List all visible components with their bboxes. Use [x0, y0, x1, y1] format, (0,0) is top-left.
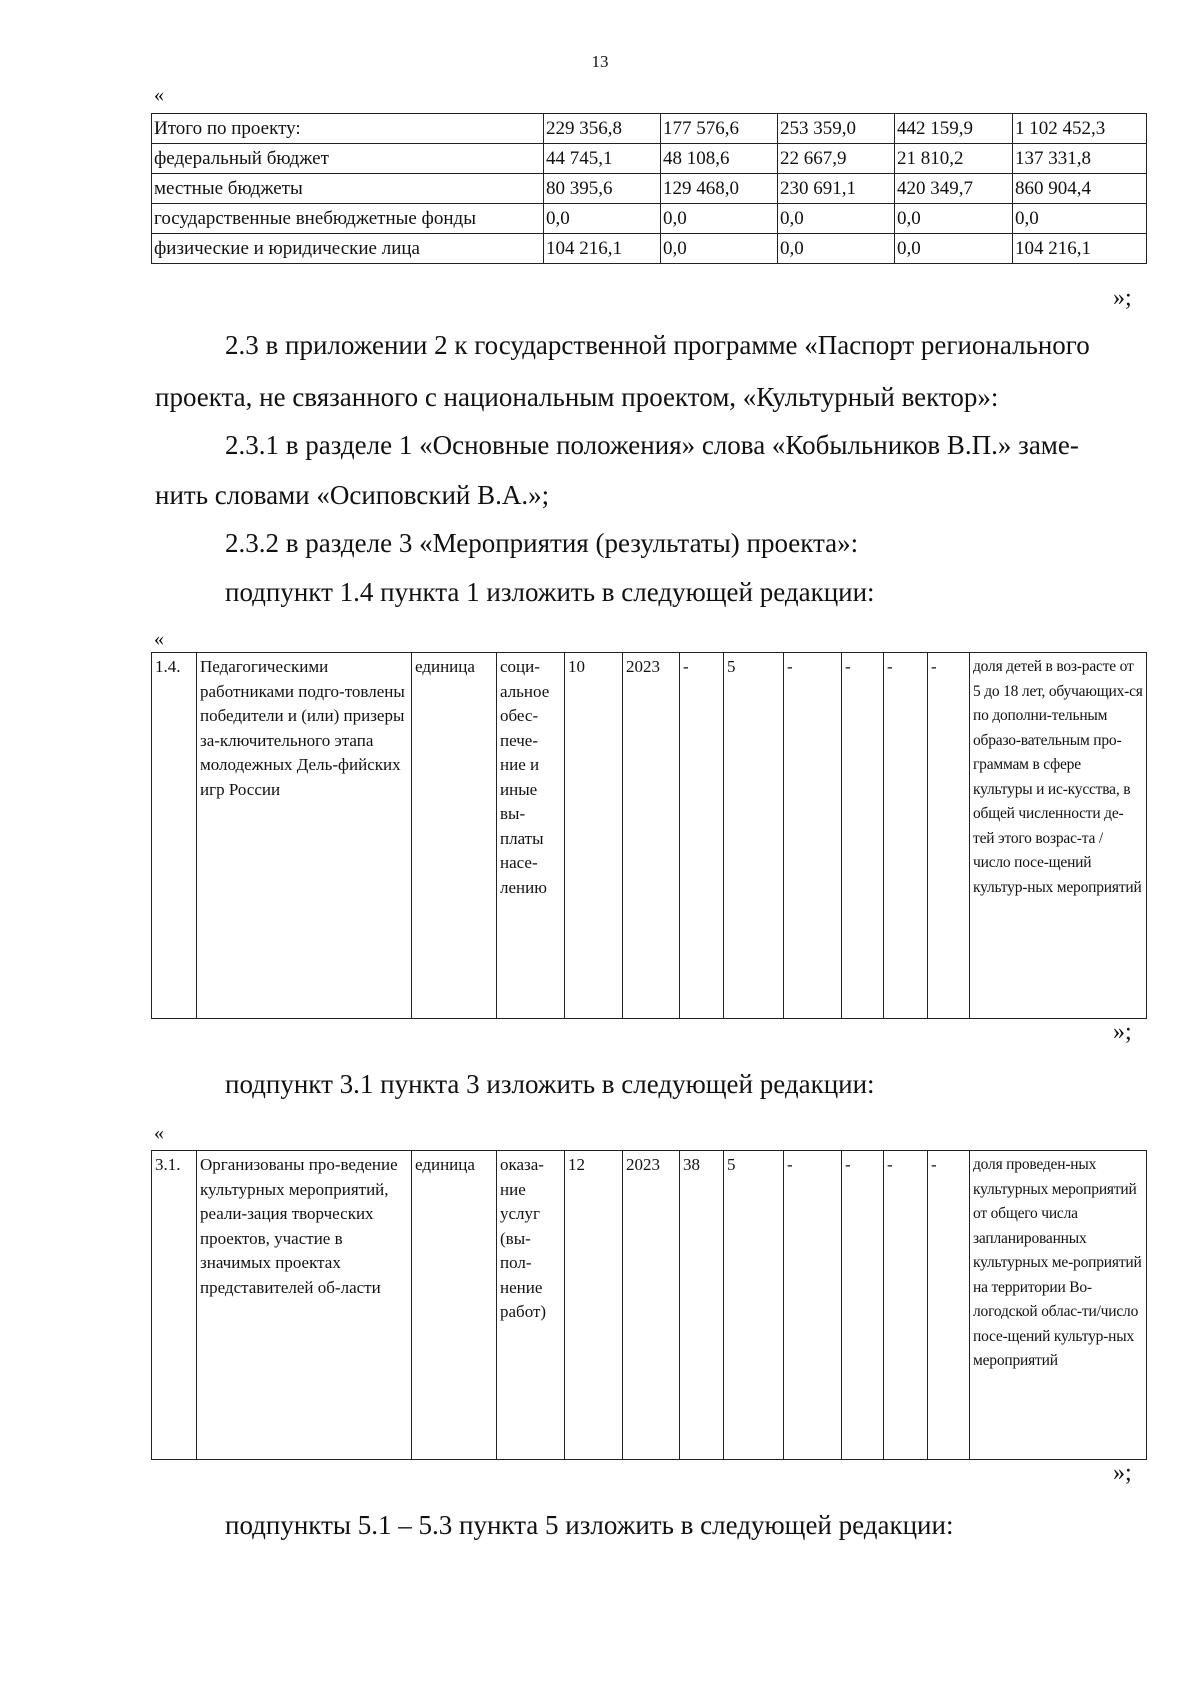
row-value: 104 216,1	[544, 234, 661, 264]
close-quote: »;	[1113, 285, 1132, 311]
row-value: 860 904,4	[1013, 174, 1147, 204]
cell-unit: единица	[412, 653, 497, 1019]
para-2-3-2: 2.3.2 в разделе 3 «Мероприятия (результаты) проекта»:	[225, 528, 859, 558]
row-value: 229 356,8	[544, 114, 661, 144]
table-row	[152, 653, 1147, 1019]
row-label: Итого по проекту:	[152, 114, 544, 144]
cell-c12: -	[928, 1151, 970, 1460]
table-row	[152, 1151, 1147, 1460]
row-value: 230 691,1	[778, 174, 895, 204]
measure-table-3-1	[151, 1150, 1147, 1460]
cell-unit: единица	[412, 1151, 497, 1460]
row-value: 0,0	[661, 204, 778, 234]
cell-name: Педагогическими работниками подго-товлены победители и (или) призеры за-ключительного этапа молодежных Дель-фийских игр России	[197, 653, 412, 1019]
para-2-3-1-line2: нить словами «Осиповский В.А.»;	[155, 480, 550, 510]
row-value: 21 810,2	[895, 144, 1013, 174]
close-quote: »;	[1113, 1019, 1132, 1045]
row-value: 48 108,6	[661, 144, 778, 174]
page-number: 13	[591, 52, 609, 71]
cell-c9: -	[784, 1151, 842, 1460]
cell-c11: -	[884, 653, 928, 1019]
row-value: 22 667,9	[778, 144, 895, 174]
cell-c8: 5	[724, 1151, 784, 1460]
para-sub-1-4: подпункт 1.4 пункта 1 изложить в следующей редакции:	[225, 577, 875, 607]
row-value: 80 395,6	[544, 174, 661, 204]
row-value: 0,0	[895, 204, 1013, 234]
row-label: государственные внебюджетные фонды	[152, 204, 544, 234]
para-2-3-line2: проекта, не связанного с национальным проектом, «Культурный вектор»:	[155, 382, 999, 412]
row-value: 1 102 452,3	[1013, 114, 1147, 144]
para-2-3-1-line1: 2.3.1 в разделе 1 «Основные положения» слова «Кобыльников В.П.» заме-	[225, 430, 1079, 460]
row-value: 442 159,9	[895, 114, 1013, 144]
table-row	[152, 114, 1147, 144]
table-row	[152, 174, 1147, 204]
row-value: 44 745,1	[544, 144, 661, 174]
cell-year: 2023	[623, 653, 680, 1019]
cell-type: оказа-ние услуг (вы-пол-нение работ)	[497, 1151, 565, 1460]
cell-indicator: доля детей в воз-расте от 5 до 18 лет, обучающих-ся по дополни-тельным образо-вательным про-граммам в сфере культуры и ис-кусства, в общей численности де-тей этого возрас-та / число посе-щений культур-ных мероприятий	[970, 653, 1147, 1019]
open-quote: «	[154, 84, 164, 106]
open-quote: «	[154, 1122, 164, 1144]
row-value: 0,0	[778, 204, 895, 234]
cell-c7: 38	[680, 1151, 724, 1460]
finance-table	[151, 113, 1147, 264]
para-2-3-line1: 2.3 в приложении 2 к государственной программе «Паспорт регионального	[225, 330, 1090, 360]
cell-c7: -	[680, 653, 724, 1019]
cell-type: соци-альное обес-пече-ние и иные вы-платы насе-лению	[497, 653, 565, 1019]
cell-c10: -	[842, 653, 884, 1019]
cell-num: 3.1.	[152, 1151, 197, 1460]
row-label: местные бюджеты	[152, 174, 544, 204]
close-quote: »;	[1113, 1460, 1132, 1486]
cell-indicator: доля проведен-ных культурных мероприятий от общего числа запланированных культурных ме-роприятий на территории Во-логодской облас-ти/число посе-щений культур-ных мероприятий	[970, 1151, 1147, 1460]
open-quote: «	[154, 628, 164, 650]
row-value: 0,0	[1013, 204, 1147, 234]
row-value: 129 468,0	[661, 174, 778, 204]
row-label: физические и юридические лица	[152, 234, 544, 264]
row-value: 0,0	[895, 234, 1013, 264]
cell-c12: -	[928, 653, 970, 1019]
row-value: 177 576,6	[661, 114, 778, 144]
measure-table-1-4	[151, 652, 1147, 1019]
cell-c9: -	[784, 653, 842, 1019]
table-row	[152, 204, 1147, 234]
cell-base: 10	[565, 653, 623, 1019]
cell-num: 1.4.	[152, 653, 197, 1019]
row-value: 0,0	[778, 234, 895, 264]
cell-name: Организованы про-ведение культурных мероприятий, реали-зация творческих проектов, участие в значимых проектах представителей об-ласти	[197, 1151, 412, 1460]
row-value: 104 216,1	[1013, 234, 1147, 264]
cell-c11: -	[884, 1151, 928, 1460]
row-value: 420 349,7	[895, 174, 1013, 204]
row-label: федеральный бюджет	[152, 144, 544, 174]
row-value: 137 331,8	[1013, 144, 1147, 174]
cell-c10: -	[842, 1151, 884, 1460]
row-value: 0,0	[544, 204, 661, 234]
cell-c8: 5	[724, 653, 784, 1019]
table-row	[152, 144, 1147, 174]
cell-year: 2023	[623, 1151, 680, 1460]
row-value: 0,0	[661, 234, 778, 264]
para-sub-5: подпункты 5.1 – 5.3 пункта 5 изложить в следующей редакции:	[225, 1510, 954, 1540]
para-sub-3-1: подпункт 3.1 пункта 3 изложить в следующей редакции:	[225, 1069, 875, 1099]
table-row	[152, 234, 1147, 264]
row-value: 253 359,0	[778, 114, 895, 144]
cell-base: 12	[565, 1151, 623, 1460]
